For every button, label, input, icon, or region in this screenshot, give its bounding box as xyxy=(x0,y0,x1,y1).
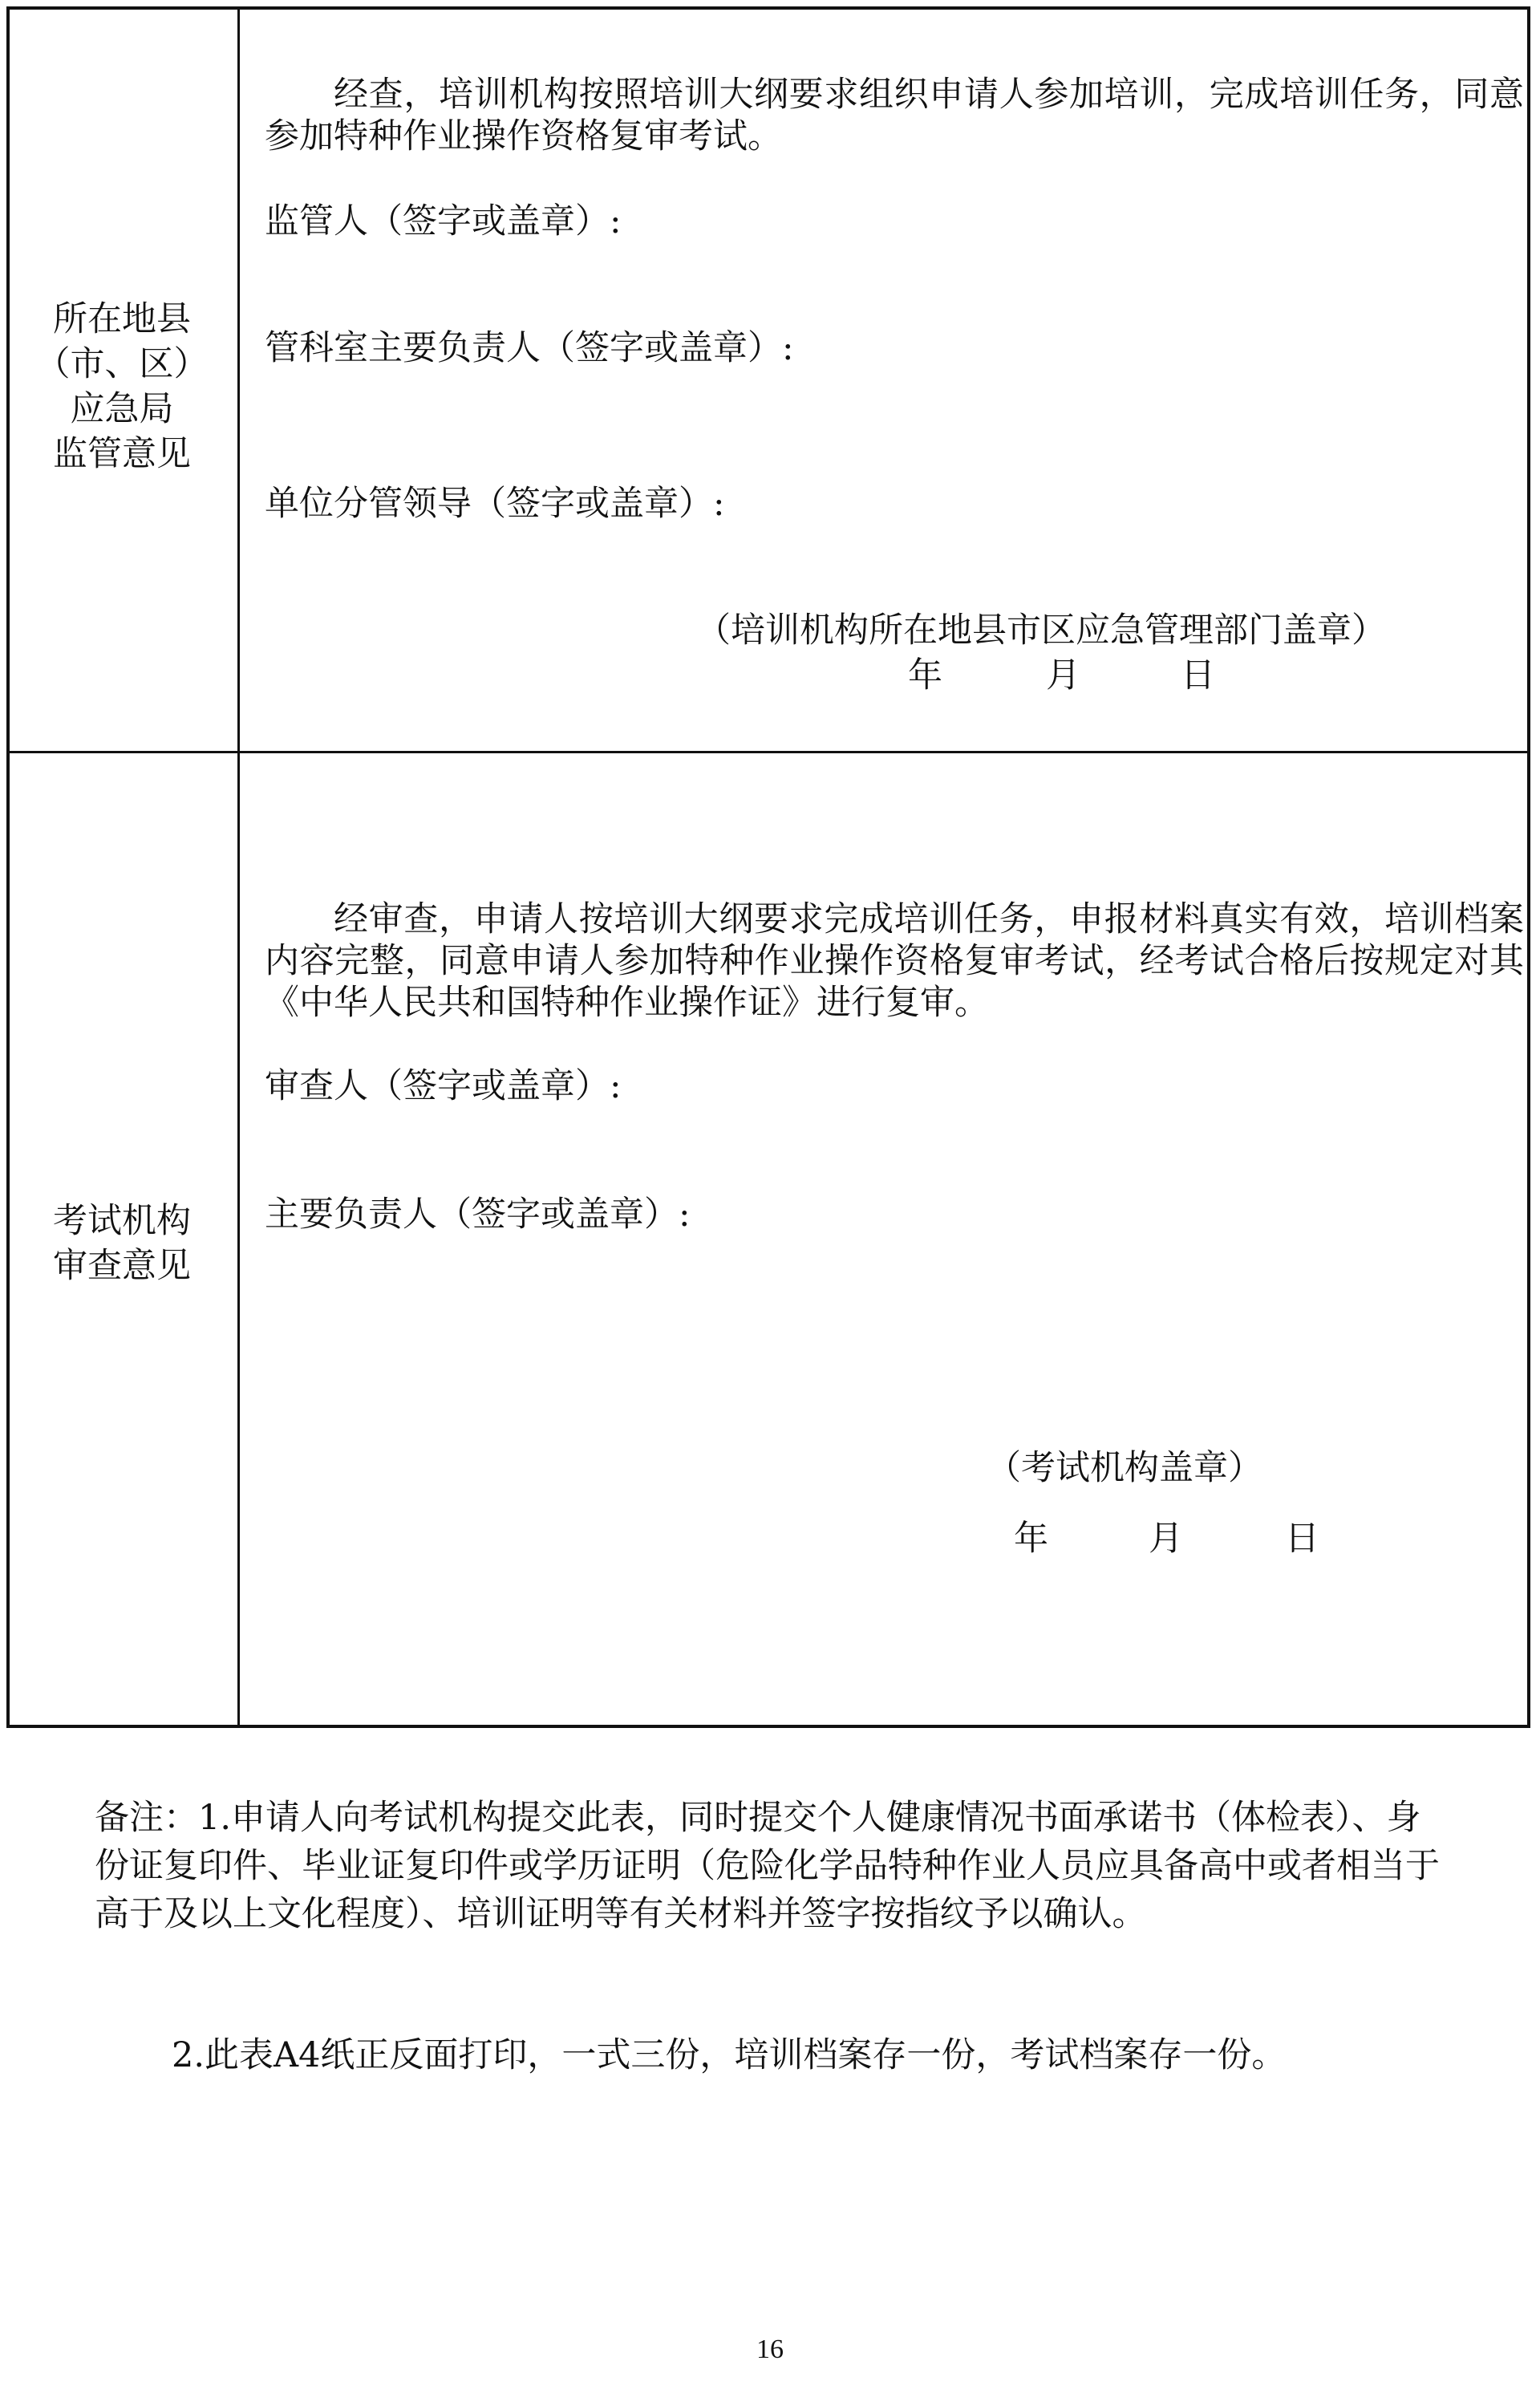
principal-signature-line: 主要负责人（签字或盖章）: xyxy=(265,1195,691,1235)
row-divider xyxy=(10,751,1527,753)
unit-leader-signature-line: 单位分管领导（签字或盖章）: xyxy=(265,484,725,524)
review-form-table xyxy=(6,6,1530,1728)
exam-date-year: 年 xyxy=(1014,1519,1048,1559)
column-divider xyxy=(237,10,240,1725)
remarks-note-2: 2.此表A4纸正反面打印，一式三份，培训档案存一份，考试档案存一份。 xyxy=(172,2035,1287,2075)
exam-body-opinion-paragraph: 经审查，申请人按培训大纲要求完成培训任务，申报材料真实有效，培训档案内容完整，同意申请人参加特种作业操作资格复审考试，经考试合格后按规定对其《中华人民共和国特种作业操作证》进行复审。 xyxy=(265,899,1524,1023)
page-number: 16 xyxy=(756,2334,784,2364)
department-head-signature-line: 管科室主要负责人（签字或盖章）: xyxy=(265,328,794,368)
reviewer-signature-line: 审查人（签字或盖章）: xyxy=(265,1066,622,1106)
county-seal-note: （培训机构所在地县市区应急管理部门盖章） xyxy=(696,610,1386,651)
supervisor-signature-line: 监管人（签字或盖章）: xyxy=(265,201,622,241)
remarks-note-1: 备注：1.申请人向考试机构提交此表，同时提交个人健康情况书面承诺书（体检表）、身份证复印件、毕业证复印件或学历证明（危险化学品特种作业人员应具备高中或者相当于高于及以上文化程度）、培训证明等有关材料并签字按指纹予以确认。 xyxy=(95,1798,1440,1934)
exam-date-day: 日 xyxy=(1285,1519,1319,1559)
exam-body-opinion-label: 考试机构 审查意见 xyxy=(53,1201,191,1286)
county-date-day: 日 xyxy=(1181,655,1215,696)
county-opinion-paragraph: 经查，培训机构按照培训大纲要求组织申请人参加培训，完成培训任务，同意参加特种作业操作资格复审考试。 xyxy=(265,75,1524,156)
county-date-year: 年 xyxy=(908,655,942,696)
exam-date-month: 月 xyxy=(1149,1519,1183,1559)
exam-body-seal-note: （考试机构盖章） xyxy=(987,1448,1262,1488)
county-opinion-label: 所在地县 （市、区） 应急局 监管意见 xyxy=(35,299,209,474)
county-date-month: 月 xyxy=(1046,655,1080,696)
